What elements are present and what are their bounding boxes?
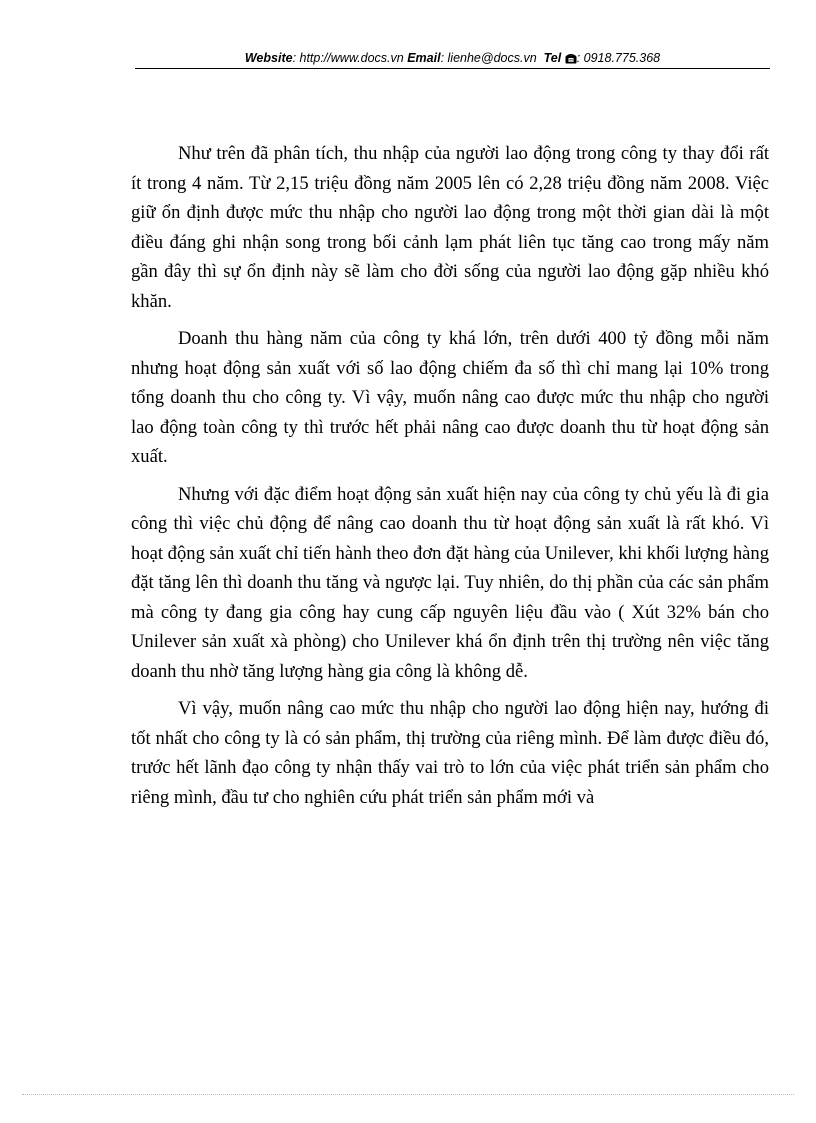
paragraph-2: Doanh thu hàng năm của công ty khá lớn, trên dưới 400 tỷ đồng mỗi năm nhưng hoạt động sản xuất với số lao động chiếm đa số thì chỉ mang lại 10% trong tổng doanh thu cho công ty. Vì vậy, muốn nâng cao được mức thu nhập cho người lao động toàn công ty thì trước hết phải nâng cao được doanh thu từ hoạt động sản xuất. [131, 328, 769, 467]
paragraph-1: Như trên đã phân tích, thu nhập của người lao động trong công ty thay đổi rất ít trong 4 năm. Từ 2,15 triệu đồng năm 2005 lên có 2,28 triệu đồng năm 2008. Việc giữ ổn định được mức thu nhập cho người lao động trong một thời gian dài là một điều đáng ghi nhận song trong bối cảnh lạm phát liên tục tăng cao trong mấy năm gần đây thì sự ổn định này sẽ làm cho đời sống của người lao động gặp nhiều khó khăn. [131, 143, 769, 312]
phone-icon [565, 52, 577, 68]
page-header [135, 50, 770, 68]
paragraph-3: Nhưng với đặc điểm hoạt động sản xuất hiện nay của công ty chủ yếu là đi gia công thì việc chủ động để nâng cao doanh thu từ hoạt động sản xuất là rất khó. Vì hoạt động sản xuất chỉ tiến hành theo đơn đặt hàng của Unilever, khi khối lượng hàng đặt tăng lên thì doanh thu tăng và ngược lại. Tuy nhiên, do thị phần của các sản phẩm mà công ty đang gia công hay cung cấp nguyên liệu đầu vào ( Xút 32% bán cho Unilever sản xuất xà phòng) cho Unilever khá ổn định trên thị trường nên việc tăng doanh thu nhờ tăng lượng hàng gia công là không dễ. [131, 483, 769, 682]
page-bottom-border [22, 1094, 794, 1095]
paragraph-4: Vì vậy, muốn nâng cao mức thu nhập cho người lao động hiện nay, hướng đi tốt nhất cho công ty là có sản phẩm, thị trường của riêng mình. Để làm được điều đó, trước hết lãnh đạo công ty nhận thấy vai trò to lớn của việc phát triển sản phẩm cho riêng mình, đầu tư cho nghiên cứu phát triển sản phẩm mới và [131, 698, 769, 808]
tel-number: : 0918.775.368 [576, 51, 661, 65]
header-divider [135, 68, 770, 69]
website-url[interactable]: : http://www.docs.vn [292, 51, 404, 65]
tel-label: Tel [543, 51, 562, 65]
document-body [131, 139, 769, 820]
email-address[interactable]: : lienhe@docs.vn [440, 51, 537, 65]
website-label: Website [244, 51, 293, 65]
email-label: Email [407, 51, 441, 65]
